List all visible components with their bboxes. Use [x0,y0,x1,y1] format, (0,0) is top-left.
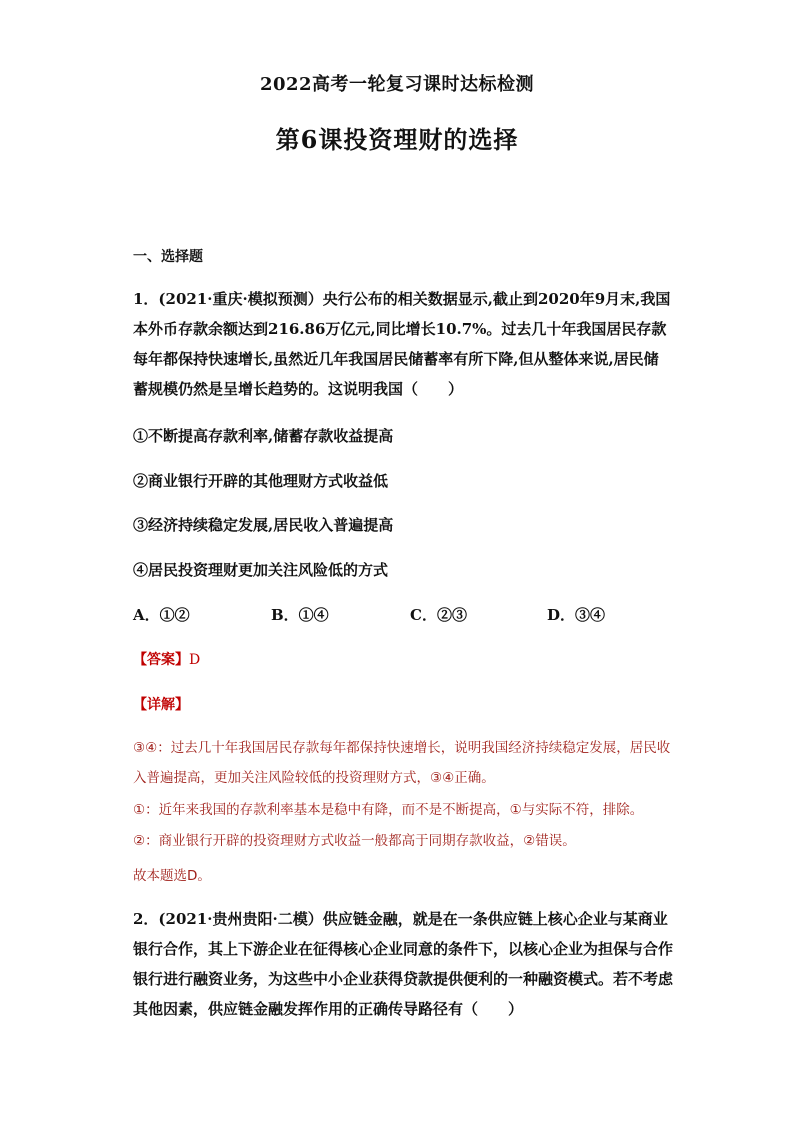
question-1-option-4: ④居民投资理财更加关注风险低的方式 [133,561,389,579]
document-title: 第6课投资理财的选择 [275,125,519,154]
document-subtitle: 2022高考一轮复习课时达标检测 [259,74,535,95]
question-1-stem: 1．(2021·重庆·模拟预测）央行公布的相关数据显示,截止到2020年9月末,我国本外币存款余额达到216.86万亿元,同比增长10.7%。过去几十年我国居民存款每年都保持快速增长,虽然近几年我国居民储蓄率有所下降,但从整体来说,居民储蓄规模仍然是呈增长趋势的。这说明我国（ ） [133,290,671,398]
detail-conclusion: 故本题选D。 [133,868,211,884]
detail-paragraph-3: ②：商业银行开辟的投资理财方式收益一般都高于同期存款收益，②错误。 [133,833,576,849]
choice-a: A．①② [133,606,190,624]
detail-paragraph-2: ①：近年来我国的存款利率基本是稳中有降，而不是不断提高，①与实际不符，排除。 [133,802,644,818]
detail-paragraph-1: ③④：过去几十年我国居民存款每年都保持快速增长，说明我国经济持续稳定发展，居民收入普遍提高，更加关注风险较低的投资理财方式，③④正确。 [133,740,671,786]
answer-value: D [189,652,201,668]
answer-line [133,649,200,669]
answer-tag: 【答案】 [133,652,189,668]
question-2-stem: 2．(2021·贵州贵阳·二模）供应链金融，就是在一条供应链上核心企业与某商业银行合作，其上下游企业在征得核心企业同意的条件下，以核心企业为担保与合作银行进行融资业务，为这些中小企业获得贷款提供便利的一种融资模式。若不考虑其他因素，供应链金融发挥作用的正确传导路径有（ ） [133,910,674,1018]
question-1-option-2: ②商业银行开辟的其他理财方式收益低 [133,472,389,490]
choice-d: D．③④ [547,606,606,624]
question-1-option-1: ①不断提高存款利率,储蓄存款收益提高 [133,427,394,445]
question-1-option-3: ③经济持续稳定发展,居民收入普遍提高 [133,516,394,534]
detail-tag: 【详解】 [133,697,189,713]
choice-c: C．②③ [410,606,467,624]
choice-b: B．①④ [271,606,329,624]
section-heading: 一、选择题 [133,249,203,265]
